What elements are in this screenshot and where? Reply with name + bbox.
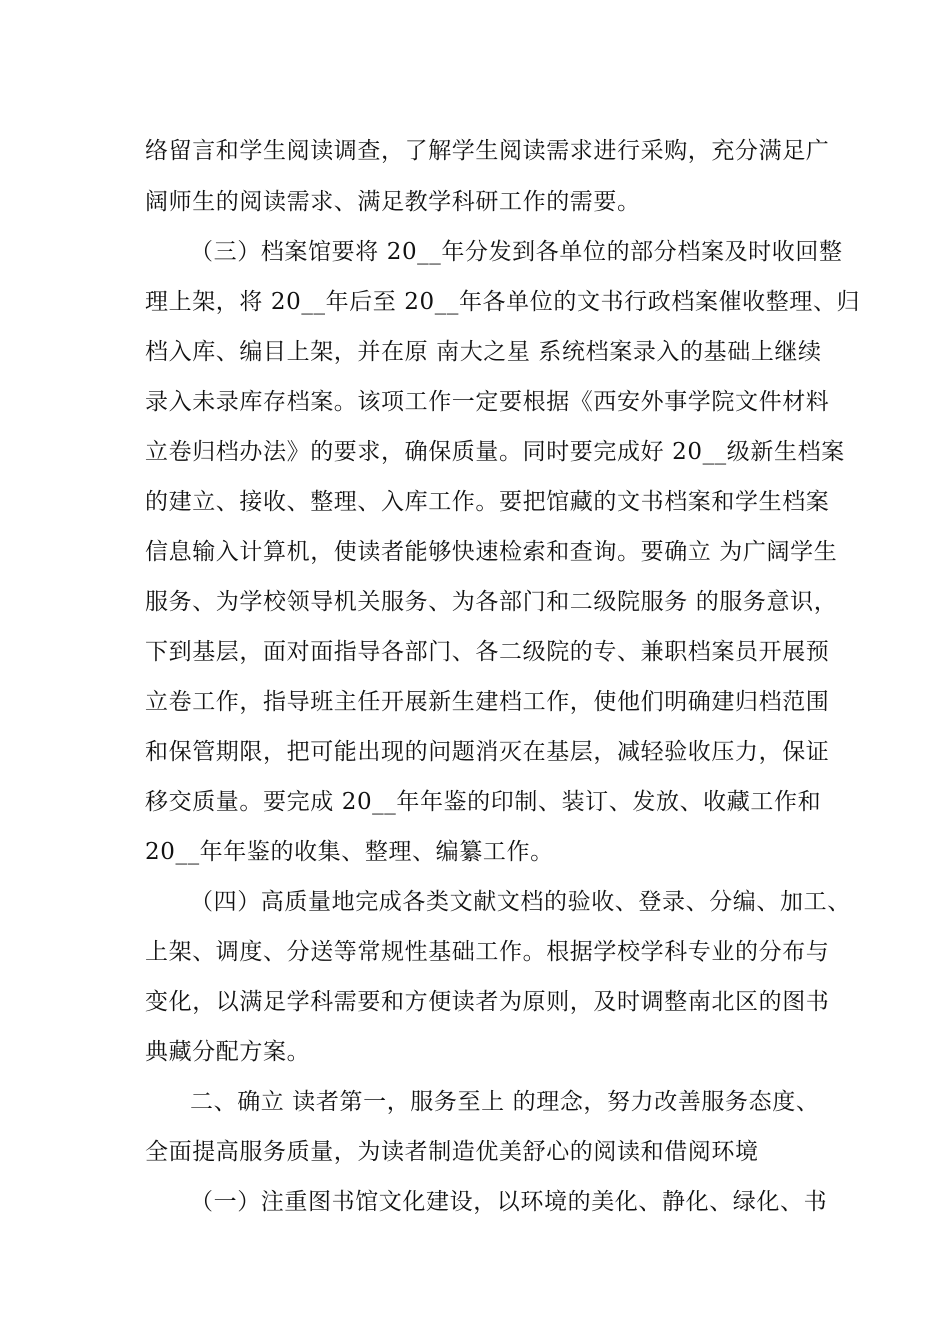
text-line: 立卷归档办法》的要求，确保质量。同时要完成好 20__级新生档案 bbox=[145, 439, 845, 465]
text-line: 阔师生的阅读需求、满足教学科研工作的需要。 bbox=[145, 189, 641, 215]
text-line: 变化，以满足学科需要和方便读者为原则，及时调整南北区的图书 bbox=[145, 989, 830, 1015]
section-heading-line: 全面提高服务质量，为读者制造优美舒心的阅读和借阅环境 bbox=[145, 1139, 759, 1165]
paragraph-start-line: （一）注重图书馆文化建设，以环境的美化、静化、绿化、书 bbox=[190, 1189, 828, 1215]
paragraph-start-line: （四）高质量地完成各类文献文档的验收、登录、分编、加工、 bbox=[190, 889, 851, 915]
text-line: 档入库、编目上架，并在原 南大之星 系统档案录入的基础上继续 bbox=[145, 339, 822, 365]
text-line: 20__年年鉴的收集、整理、编纂工作。 bbox=[145, 839, 554, 865]
paragraph-start-line: （三）档案馆要将 20__年分发到各单位的部分档案及时收回整 bbox=[190, 239, 843, 265]
section-heading-line: 二、确立 读者第一，服务至上 的理念，努力改善服务态度、 bbox=[190, 1089, 820, 1115]
text-line: 上架、调度、分送等常规性基础工作。根据学校学科专业的分布与 bbox=[145, 939, 830, 965]
text-line: 录入未录库存档案。该项工作一定要根据《西安外事学院文件材料 bbox=[145, 389, 830, 415]
text-line: 服务、为学校领导机关服务、为各部门和二级院服务 的服务意识， bbox=[145, 589, 838, 615]
text-line: 下到基层，面对面指导各部门、各二级院的专、兼职档案员开展预 bbox=[145, 639, 830, 665]
text-line: 理上架，将 20__年后至 20__年各单位的文书行政档案催收整理、归 bbox=[145, 289, 861, 315]
text-line: 信息输入计算机，使读者能够快速检索和查询。要确立 为广阔学生 bbox=[145, 539, 838, 565]
text-line: 的建立、接收、整理、入库工作。要把馆藏的文书档案和学生档案 bbox=[145, 489, 830, 515]
text-line: 和保管期限，把可能出现的问题消灭在基层，减轻验收压力，保证 bbox=[145, 739, 830, 765]
text-line: 典藏分配方案。 bbox=[145, 1039, 311, 1065]
text-line: 络留言和学生阅读调查，了解学生阅读需求进行采购，充分满足广 bbox=[145, 138, 830, 164]
text-line: 移交质量。要完成 20__年年鉴的印制、装订、发放、收藏工作和 bbox=[145, 789, 822, 815]
text-line: 立卷工作，指导班主任开展新生建档工作，使他们明确建归档范围 bbox=[145, 689, 830, 715]
